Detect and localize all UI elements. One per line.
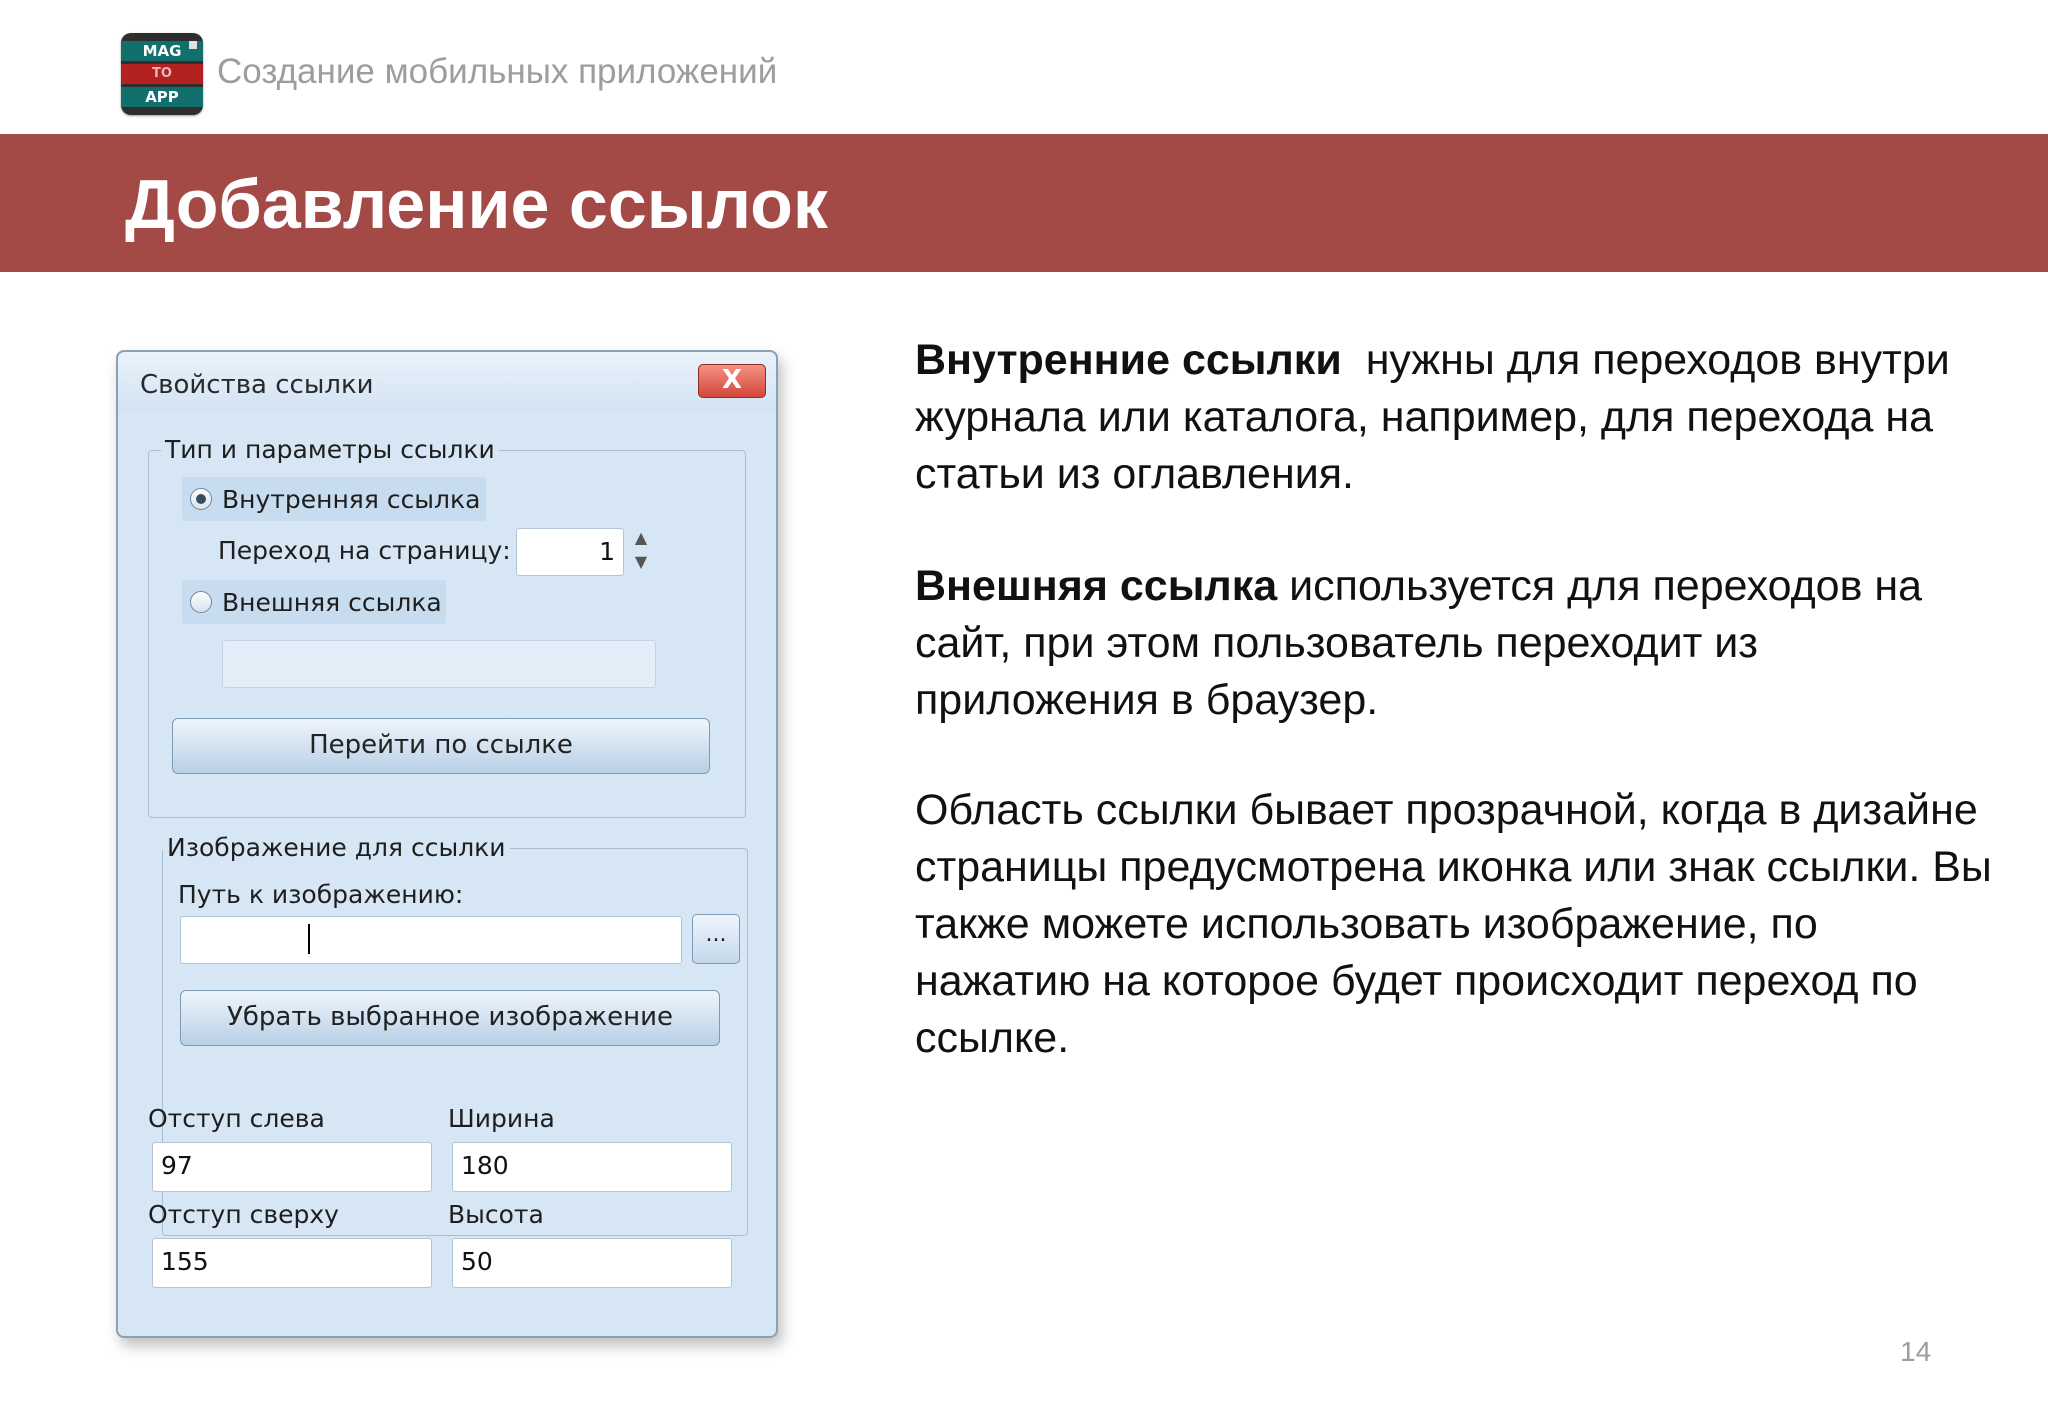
remove-image-button[interactable]: Убрать выбранное изображение [180,990,720,1046]
internal-links-paragraph [915,332,1995,503]
external-link-label: Внешняя ссылка [222,588,442,617]
browse-button[interactable]: ... [692,914,740,964]
logo-text-to: TO [152,66,172,81]
link-properties-dialog [116,350,778,1338]
page-number-stepper[interactable] [626,526,656,578]
slide-subtitle: Создание мобильных приложений [217,52,778,91]
height-label: Высота [448,1200,544,1229]
top-offset-input[interactable]: 155 [152,1238,432,1288]
page-number-input[interactable]: 1 [516,528,624,576]
page-number: 14 [1900,1336,1932,1367]
internal-link-label: Внутренняя ссылка [222,485,481,514]
chevron-down-icon[interactable]: ▼ [634,552,648,571]
dialog-title: Свойства ссылки [140,370,374,400]
image-path-input[interactable] [180,916,682,964]
chevron-up-icon[interactable]: ▲ [634,528,648,547]
link-area-paragraph: Область ссылки бывает прозрачной, когда в дизайне страницы предусмотрена иконка или знак ссылки. Вы также можете использовать изображение, по нажатию на которое будет происходит переход по ссылке. [915,786,1992,1062]
external-link-text: используется для переходов на сайт, при этом пользователь переходит из приложения в браузер. [915,562,1923,724]
go-to-link-button[interactable]: Перейти по ссылке [172,718,710,774]
external-link-radio[interactable] [190,591,212,613]
close-button[interactable]: X [698,364,766,398]
left-offset-label: Отступ слева [148,1104,325,1133]
width-label: Ширина [448,1104,555,1133]
app-logo [121,33,203,115]
link-type-legend: Тип и параметры ссылки [161,435,499,464]
top-offset-label: Отступ сверху [148,1200,339,1229]
internal-link-option[interactable] [182,477,486,521]
internal-link-radio[interactable] [190,488,212,510]
logo-text-app: APP [145,88,179,106]
slide-title: Добавление ссылок [125,165,828,243]
title-banner [0,134,2048,272]
text-cursor [308,924,310,954]
external-url-input[interactable] [222,640,656,688]
external-link-term: Внешняя ссылка [915,562,1278,610]
page-number-label: Переход на страницу: [218,536,511,565]
internal-links-term: Внутренние ссылки [915,336,1342,384]
link-image-legend: Изображение для ссылки [163,833,510,862]
internal-links-text: нужны для переходов внутри журнала или каталога, например, для перехода на статьи из оглавления. [915,336,1950,498]
height-input[interactable]: 50 [452,1238,732,1288]
image-path-label: Путь к изображению: [178,880,464,909]
external-link-option[interactable] [182,580,446,624]
left-offset-input[interactable]: 97 [152,1142,432,1192]
external-link-paragraph [915,558,1995,729]
width-input[interactable]: 180 [452,1142,732,1192]
logo-text-mag: MAG [142,42,182,60]
